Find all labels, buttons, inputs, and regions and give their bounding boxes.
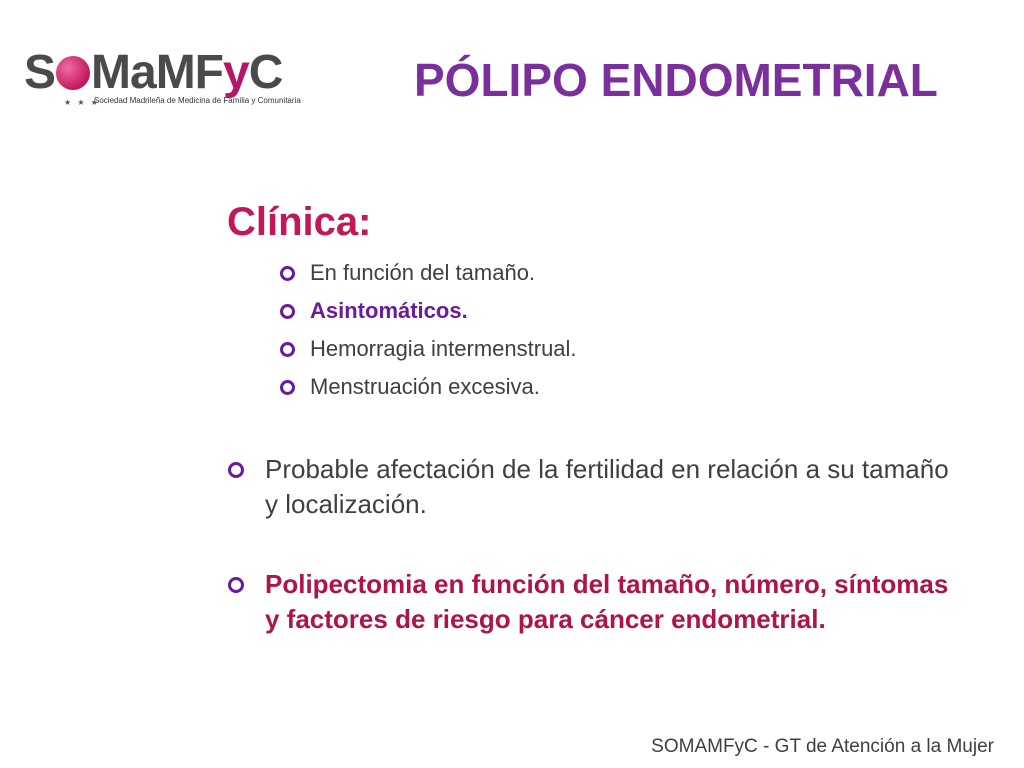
list-item-text: Polipectomia en función del tamaño, número, síntomas y factores de riesgo para cáncer endometrial.	[265, 569, 949, 634]
list-item	[280, 332, 577, 370]
list-item	[280, 294, 577, 332]
list-item	[280, 370, 577, 408]
ring-bullet-icon	[280, 266, 295, 281]
list-item-text: En función del tamaño.	[310, 260, 536, 285]
logo-letter-y: y	[223, 46, 249, 99]
somamfyc-logo	[24, 46, 301, 114]
list-item	[280, 256, 577, 294]
slide-footer: SOMAMFyC - GT de Atención a la Mujer	[651, 736, 994, 757]
list-item-text: Probable afectación de la fertilidad en relación a su tamaño y localización.	[265, 454, 949, 519]
list-item-text: Asintomáticos.	[310, 298, 468, 323]
ring-bullet-icon	[280, 304, 295, 319]
logo-wordmark	[24, 46, 282, 100]
main-points-list	[228, 452, 968, 637]
logo-letters-s: S	[24, 46, 56, 99]
logo-letter-c: C	[248, 46, 283, 99]
logo-letters-mamf: MaMF	[91, 46, 223, 99]
list-item-text: Hemorragia intermenstrual.	[310, 336, 577, 361]
logo-pink-circle-icon	[56, 56, 90, 90]
logo-tagline: Sociedad Madrileña de Medicina de Familia y Comunitaria	[94, 96, 301, 105]
list-item-text: Menstruación excesiva.	[310, 374, 540, 399]
ring-bullet-icon	[228, 577, 244, 593]
symptom-list	[280, 256, 577, 408]
ring-bullet-icon	[228, 462, 244, 478]
logo-stars-icon: ★ ★ ★	[64, 98, 100, 107]
list-item	[228, 452, 968, 522]
list-item	[228, 567, 968, 637]
slide-title: PÓLIPO ENDOMETRIAL	[414, 54, 938, 106]
ring-bullet-icon	[280, 342, 295, 357]
ring-bullet-icon	[280, 380, 295, 395]
section-heading: Clínica:	[227, 200, 372, 244]
